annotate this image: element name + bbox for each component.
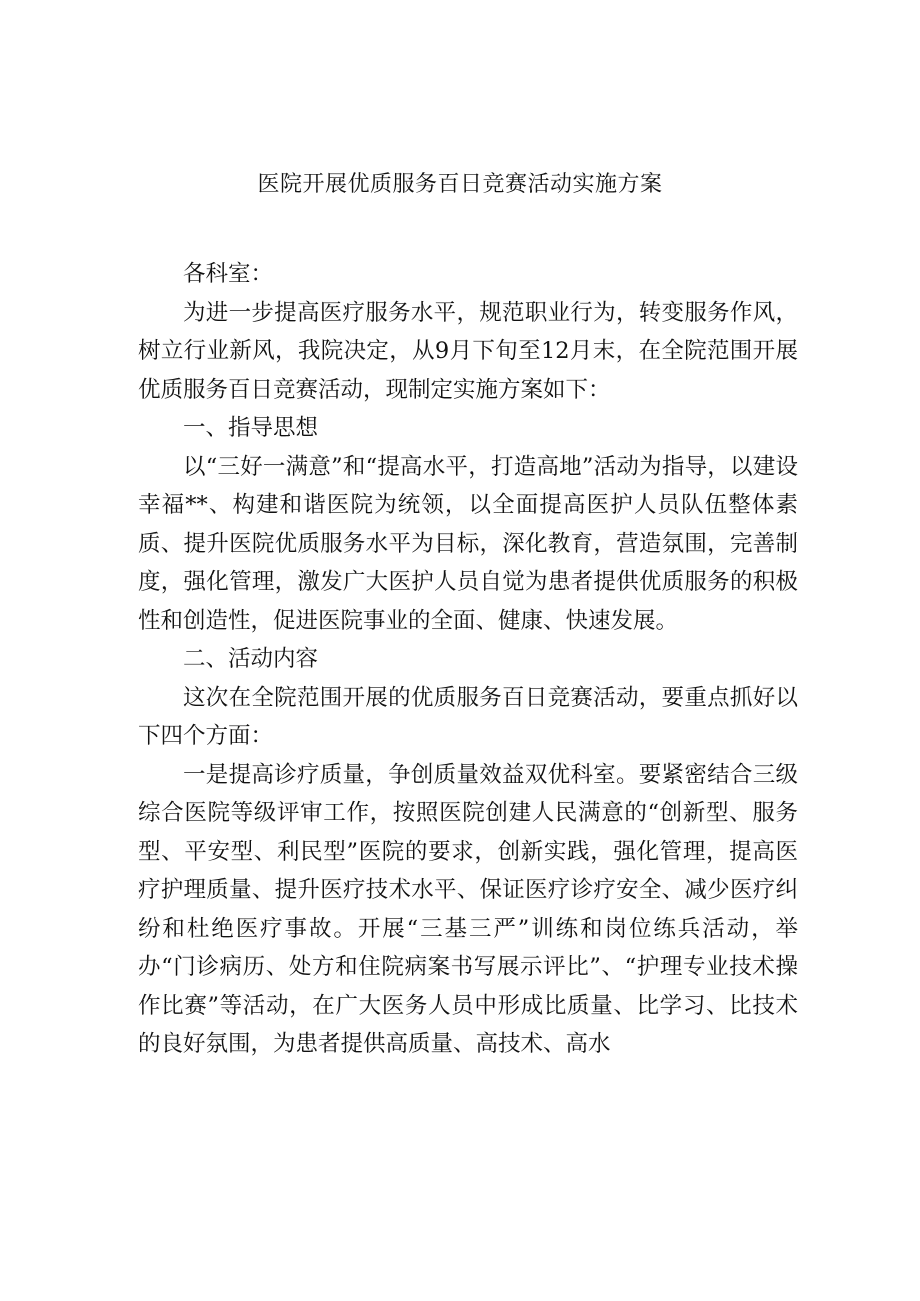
document-title: 医院开展优质服务百日竞赛活动实施方案 (257, 172, 663, 197)
document-body (138, 255, 798, 1064)
section-heading-guiding-ideology: 一、指导思想 (183, 415, 319, 441)
point-one-paragraph: 一是提高诊疗质量，争创质量效益双优科室。要紧密结合三级综合医院等级评审工作，按照医院创建人民满意的“创新型、服务型、平安型、利民型”医院的要求，创新实践，强化管理，提高医疗护理质量、提升医疗技术水平、保证医疗诊疗安全、减少医疗纠纷和杜绝医疗事故。开展“三基三严”训练和岗位练兵活动，举办“门诊病历、处方和住院病案书写展示评比”、“护理专业技术操作比赛”等活动，在广大医务人员中形成比质量、比学习、比技术的良好氛围，为患者提供高质量、高技术、高水 (138, 761, 798, 1057)
section-heading-activity-content: 二、活动内容 (183, 646, 319, 672)
activity-content-paragraph: 这次在全院范围开展的优质服务百日竞赛活动，要重点抓好以下四个方面： (138, 684, 798, 749)
salutation: 各科室： (183, 261, 274, 287)
intro-paragraph: 为进一步提高医疗服务水平，规范职业行为，转变服务作风，树立行业新风，我院决定，从9月下旬至12月末，在全院范围开展优质服务百日竞赛活动，现制定实施方案如下： (138, 299, 798, 403)
guiding-ideology-paragraph: 以“三好一满意”和“提高水平，打造高地”活动为指导，以建设幸福**、构建和谐医院为统领，以全面提高医护人员队伍整体素质、提升医院优质服务水平为目标，深化教育，营造氛围，完善制度，强化管理，激发广大医护人员自觉为患者提供优质服务的积极性和创造性，促进医院事业的全面、健康、快速发展。 (138, 453, 798, 634)
